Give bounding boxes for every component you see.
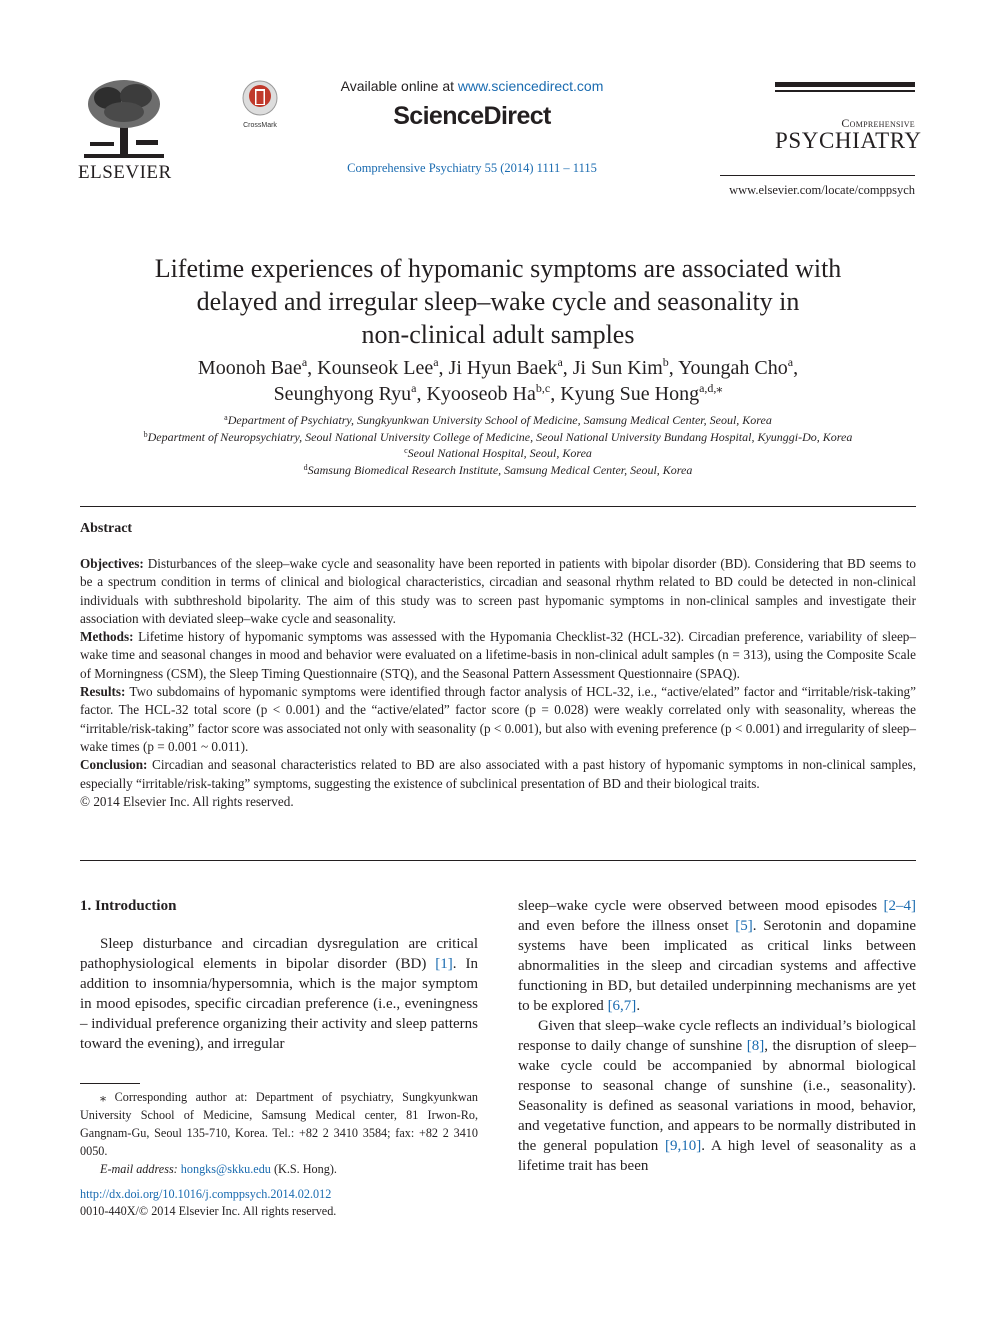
paragraph-text: . In addition to insomnia/hypersomnia, which is the major symptom in mood episodes, specific circadian preference (i.e., eveningness – individual preference organizing their activity and sleep patterns toward the evening), and irregular [80,956,478,1052]
intro-paragraph [80,934,478,1054]
citation-link[interactable]: [9,10] [665,1138,702,1154]
journal-logo-top: Comprehensive [841,116,915,130]
paragraph-text: Sleep disturbance and circadian dysregulation are critical pathophysiological elements in bipolar disorder (BD) [80,936,478,972]
available-prefix: Available online at [340,78,458,94]
objectives-label: Objectives: [80,556,144,571]
crossmark-badge[interactable] [236,80,284,128]
right-column [518,896,916,1176]
intro-paragraph [518,1016,916,1176]
logo-bar [775,82,915,87]
article-title [80,252,916,351]
email-note [80,1160,478,1178]
affiliation [80,412,916,429]
paragraph-text: and even before the illness onset [518,918,736,934]
citation-link[interactable]: [8] [746,1038,765,1054]
email-label: E-mail address: [100,1162,178,1176]
author-name[interactable]: Kyung Sue Hong [560,383,700,405]
author-affil[interactable]: a,d,⁎ [699,381,723,395]
abstract-bottom-rule [80,860,916,861]
author-name[interactable]: Ji Sun Kim [572,357,663,379]
author-name[interactable]: Seunghyong Ryu [273,383,412,405]
conclusion-text: Circadian and seasonal characteristics related to BD are also associated with a past history of hypomanic symptoms in non-clinical samples, especially “irritable/risk-taking” symptoms, suggesting the existence of subclinical presentation of BD and their biological traits. [80,757,916,791]
author-affil[interactable]: b,c [535,381,551,395]
footnote-rule [80,1083,140,1084]
methods-text: Lifetime history of hypomanic symptoms was assessed with the Hypomania Checklist-32 (HCL-32). Circadian preference, variability of sleep–wake time and seasonal changes in mood and behavior were evaluated on a lifetime-basis in non-clinical adult samples (n = 313), using the Composite Scale of Morningness (CSM), the Sleep Timing Questionnaire (STQ), and the Seasonal Pattern Assessment Questionnaire (SPAQ). [80,629,916,681]
author-name[interactable]: Ji Hyun Baek [448,357,558,379]
citation-link[interactable]: [5] [735,918,753,934]
author-affil[interactable]: a [433,355,439,369]
author-line: Seunghyong Ryu$^a$, Kyooseob Ha$^{b,c}$, Kyung Sue Hong$^{a,d,⁎}$ [273,381,723,405]
methods-label: Methods: [80,629,134,645]
author-line: Moonoh Bae$^a$, Kounseok Lee$^a$, Ji Hyun Baek$^a$, Ji Sun Kim$^b$, Youngah Cho$^a$, [197,355,799,379]
paragraph-text: . Serotonin and dopamine systems have been implicated as critical links between abnormalities in the sleep and circadian systems and affective functioning in BD, but detailed underpinning mechanisms are yet to be explored [518,918,917,1014]
author-name[interactable]: Moonoh Bae [197,357,302,379]
citation-link[interactable]: [1] [435,956,453,972]
email-link[interactable]: hongks@skku.edu [180,1162,271,1176]
abstract-copyright: © 2014 Elsevier Inc. All rights reserved. [80,793,294,809]
affiliation [80,429,916,446]
abstract-body [80,555,916,811]
affiliation-mark: b [143,429,148,439]
sciencedirect-link[interactable]: www.sciencedirect.com [457,78,604,94]
intro-paragraph [518,896,916,1016]
results-label: Results: [80,684,126,700]
logo-bar [775,90,915,92]
journal-url[interactable]: www.elsevier.com/locate/comppsych [729,183,915,197]
journal-logo [775,82,922,153]
paragraph-text: , the disruption of sleep–wake cycle could be accompanied by abnormal biological response to seasonal change of sunshine (i.e., seasonality). Seasonality is defined as seasonal variations in mood, behavior, and vegetative function, and appears to be normally distributed in the general population [518,1038,916,1154]
affiliation [80,445,916,462]
journal-logo-main: PSYCHIATRY [775,128,922,153]
abstract-heading: Abstract [80,521,133,536]
footnote [80,1088,478,1178]
title-line: non-clinical adult samples [361,320,635,349]
doi-link[interactable]: http://dx.doi.org/10.1016/j.comppsych.2014.02.012 [80,1187,332,1201]
corresponding-author-note: ⁎ Corresponding author at: Department of psychiatry, Sungkyunkwan University School of Medicine, Samsung Medical center, 81 Irwon-Ro, Gangnam-Gu, Seoul 135-710, Korea. Tel.: +82 2 3410 3584; fax: +82 2 3410 0050. [80,1090,478,1158]
affiliation-text: Seoul National Hospital, Seoul, Korea [407,446,592,460]
email-suffix: (K.S. Hong). [270,1162,337,1176]
author-affil[interactable]: a [301,355,308,369]
title-line: delayed and irregular sleep–wake cycle and seasonality in [196,287,800,316]
affiliation-text: Samsung Biomedical Research Institute, Samsung Medical Center, Seoul, Korea [307,462,693,477]
author-name[interactable]: Kyooseob Ha [426,383,536,405]
left-column [80,896,478,1054]
abstract-objectives [80,555,916,628]
author-list [80,355,916,407]
author-affil[interactable]: a [557,355,563,369]
author-name[interactable]: Kounseok Lee [317,357,434,379]
abstract-top-rule [80,506,916,507]
journal-reference[interactable]: Comprehensive Psychiatry 55 (2014) 1111 – 1115 [347,161,597,175]
crossmark-icon [242,80,278,116]
affiliation-text: Department of Psychiatry, Sungkyunkwan University School of Medicine, Samsung Medical Center, Seoul, Korea [227,413,772,427]
affiliation-mark: c [404,446,408,455]
issn-line: 0010-440X/© 2014 Elsevier Inc. All rights reserved. [80,1204,337,1218]
conclusion-label: Conclusion: [80,757,148,773]
abstract-conclusion [80,756,916,793]
paragraph-text: sleep–wake cycle were observed between mood episodes [518,898,884,914]
author-name[interactable]: Youngah Cho [678,357,788,379]
objectives-text: Disturbances of the sleep–wake cycle and seasonality have been reported in patients with bipolar disorder (BD). Considering that BD seems to be a spectrum condition in terms of clinical and biological characteristics, circadian and seasonal rhythm related to BD could be detected in non-clinical individuals with subthreshold bipolarity. The aim of this study was to screen past hypomanic symptoms in non-clinical samples and investigate their association with deviated sleep–wake cycle and seasonality. [80,556,916,626]
publisher-name: ELSEVIER [78,162,172,183]
section-heading: 1. Introduction [80,898,177,914]
abstract-results [80,683,916,756]
affiliation-mark: a [224,413,228,422]
citation-link[interactable]: [6,7] [607,998,637,1014]
crossmark-label: CrossMark [243,122,277,129]
citation-link[interactable]: [2–4] [883,898,916,914]
elsevier-logo [78,78,170,182]
results-text: Two subdomains of hypomanic symptoms were identified through factor analysis of HCL-32, i.e., “active/elated” factor and “irritable/risk-taking” factor. The HCL-32 total score (p < 0.001) and the “active/elated” factor score (p = 0.028) were weakly correlated only with seasonality, whereas the “irritable/risk-taking” factor score was associated not only with seasonality (p < 0.001), but also with evening preference (p < 0.001) and irregularity of sleep–wake times (p = 0.001 ~ 0.011). [80,684,916,754]
affiliation [80,462,916,479]
affiliation-text: Department of Neuropsychiatry, Seoul National University College of Medicine, Seoul National University Bundang Hospital, Kyunggi-Do, Korea [147,429,853,444]
available-online [300,78,644,94]
author-affil[interactable]: a [787,355,794,369]
author-affil[interactable]: b [662,355,669,369]
header-center [300,78,644,176]
elsevier-tree-icon [80,78,168,160]
abstract-methods [80,628,916,683]
paragraph-text: Given that sleep–wake cycle reflects an individual’s biological response to daily change of sunshine [518,1018,916,1054]
paragraph-text: . [636,998,641,1014]
sciencedirect-logo: ScienceDirect [393,102,551,130]
header-divider [720,175,915,176]
author-affil[interactable]: a [411,381,417,395]
title-line: Lifetime experiences of hypomanic symptoms are associated with [154,254,842,283]
doi-block [80,1186,336,1220]
affiliation-mark: d [303,462,308,472]
paragraph-text: . A high level of seasonality as a lifetime trait has been [518,1138,916,1174]
affiliations [80,412,916,478]
